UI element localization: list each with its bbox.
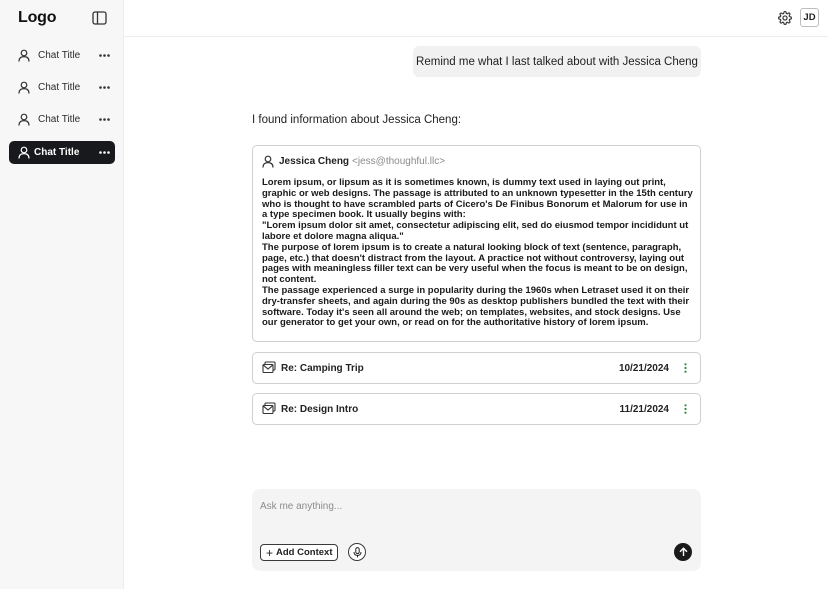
more-horizontal-icon — [99, 118, 110, 121]
thread-options-button[interactable] — [677, 361, 693, 375]
more-horizontal-icon — [99, 151, 110, 154]
more-vertical-icon — [684, 363, 687, 373]
more-vertical-icon — [684, 404, 687, 414]
thread-date: 11/21/2024 — [619, 403, 669, 415]
email-sender-address: <jess@thoughful.llc> — [352, 156, 446, 167]
chat-input[interactable] — [260, 497, 680, 515]
thread-subject: Re: Design Intro — [281, 403, 359, 415]
more-horizontal-icon — [99, 86, 110, 89]
sidebar-item-label: Chat Title — [38, 50, 81, 61]
assistant-message: I found information about Jessica Cheng: — [252, 114, 462, 126]
more-options-button[interactable] — [93, 141, 115, 164]
send-button[interactable] — [674, 543, 692, 561]
microphone-button[interactable] — [348, 543, 366, 561]
sidebar-toggle-button[interactable] — [90, 9, 108, 27]
sidebar-item-label: Chat Title — [38, 82, 81, 94]
sidebar-item-label: Chat Title — [38, 114, 81, 126]
plus-icon: + — [266, 545, 274, 560]
user-icon — [18, 113, 30, 126]
add-context-label: Add Context — [276, 547, 333, 558]
chat-list — [9, 44, 115, 173]
email-header — [262, 155, 445, 168]
email-thread-row[interactable] — [252, 352, 701, 384]
sidebar-toggle-icon — [92, 11, 107, 25]
top-bar — [124, 0, 828, 37]
sidebar-item-chat-1[interactable] — [9, 44, 115, 67]
more-horizontal-icon — [99, 54, 110, 57]
more-options-button[interactable] — [93, 76, 115, 99]
sidebar-item-chat-4-active[interactable] — [9, 141, 115, 164]
gear-icon — [778, 11, 792, 25]
sidebar-item-chat-2[interactable] — [9, 76, 115, 99]
arrow-up-icon — [679, 547, 688, 557]
thread-options-button[interactable] — [677, 402, 693, 416]
email-card — [252, 145, 701, 342]
add-context-button[interactable] — [260, 544, 338, 561]
user-icon — [18, 49, 30, 62]
sidebar-item-chat-3[interactable] — [9, 108, 115, 131]
logo: Logo — [18, 9, 57, 26]
user-icon — [262, 155, 274, 168]
sidebar — [0, 0, 124, 589]
email-sender-name: Jessica Cheng — [279, 156, 350, 167]
thread-date: 10/21/2024 — [618, 362, 669, 374]
thread-subject: Re: Camping Trip — [281, 362, 364, 374]
settings-button[interactable] — [778, 11, 792, 25]
composer — [252, 489, 701, 571]
email-thread-row[interactable] — [252, 393, 701, 425]
more-options-button[interactable] — [93, 108, 115, 131]
user-avatar[interactable]: JD — [800, 8, 819, 27]
user-message-bubble: Remind me what I last talked about with Jessica Cheng — [413, 46, 701, 77]
microphone-icon — [353, 547, 362, 558]
sidebar-item-label: Chat Title — [34, 146, 80, 158]
user-icon — [18, 146, 30, 159]
mail-stack-icon — [262, 361, 276, 375]
more-options-button[interactable] — [93, 44, 115, 67]
mail-stack-icon — [262, 402, 276, 416]
email-body: Lorem ipsum, or lipsum as it is sometimes known, is dummy text used in laying out print, graphic or web designs. The passage is attributed to an unknown typesetter in the 15th century who is thought to have scrambled parts of Cicero's De Finibus Bonorum et Malorum for use in a type specimen book. It usually begins with: "Lorem ipsum dolor sit amet, consectetur adipiscing elit, sed do eiusmod tempor incididunt ut labore et dolore magna aliqua." The purpose of lorem ipsum is to create a natural looking block of text (sentence, paragraph, page, etc.) that doesn't distract from the layout. A practice not without controversy, laying out pages with meaningless filler text can be very useful when the focus is meant to be on design, not content. The passage experienced a surge in popularity during the 1960s when Letraset used it on their dry-transfer sheets, and again during the 90s as desktop publishers bundled the text with their software. Today it's seen all around the web; on templates, websites, and stock designs. Use our generator to get your own, or read on for the authoritative history of lorem ipsum. — [262, 177, 693, 329]
user-icon — [18, 81, 30, 94]
